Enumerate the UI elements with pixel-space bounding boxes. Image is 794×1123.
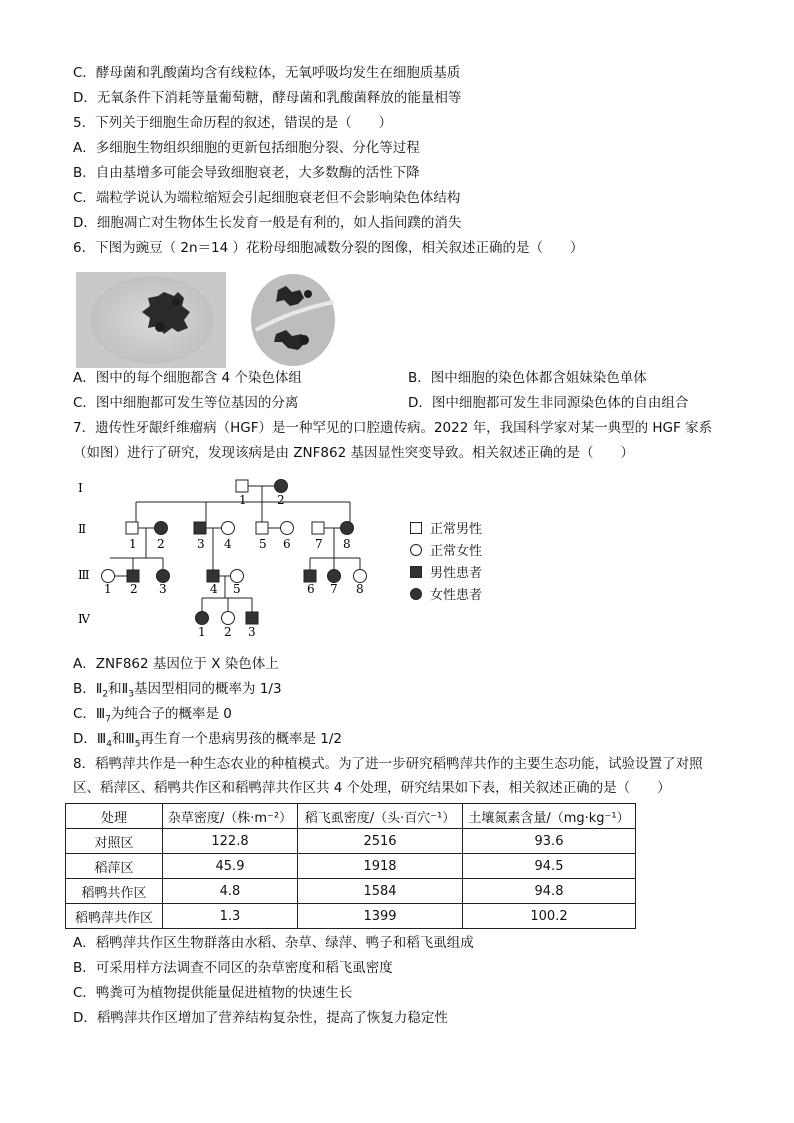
q5-option-a: A．多细胞生物组织细胞的更新包括细胞分裂、分化等过程	[73, 140, 420, 156]
q7-stem-line1: 7．遗传性牙龈纤维瘤病（HGF）是一种罕见的口腔遗传病。2022 年，我国科学家对某一典型的 HGF 家系	[73, 420, 713, 436]
pedigree-symbol	[196, 612, 209, 625]
q7-option-b: B．$Ⅱ_2$和$Ⅱ_3$基因型相同的概率为 1/3	[73, 681, 282, 700]
legend-affected-female: 女性患者	[410, 584, 482, 603]
table-cell: 1918	[298, 854, 463, 879]
q7-option-c: C．$Ⅲ_7$为纯合子的概率是 0	[73, 706, 232, 725]
pedigree-num: 6	[283, 537, 291, 551]
pedigree-num: 7	[330, 582, 338, 596]
results-table	[65, 803, 636, 929]
table-cell: 对照区	[66, 829, 163, 854]
pedigree-num: 2	[130, 582, 138, 596]
table-cell: 1399	[298, 904, 463, 929]
pedigree-num: 2	[277, 493, 285, 507]
pedigree-symbol	[341, 522, 354, 535]
table-cell: 122.8	[163, 829, 298, 854]
q7-stem-line2: （如图）进行了研究，发现该病是由 ZNF862 基因显性突变导致。相关叙述正确的是（ ）	[73, 445, 634, 461]
pedigree-symbol	[246, 612, 258, 624]
gen-label: Ⅱ	[78, 522, 87, 536]
filled-circle-icon	[410, 588, 422, 600]
q8-option-d: D．稻鸭萍共作区增加了营养结构复杂性，提高了恢复力稳定性	[73, 1010, 448, 1026]
pedigree-symbol	[155, 522, 168, 535]
q8-stem-line2: 区、稻萍区、稻鸭共作区和稻鸭萍共作区共 4 个处理，研究结果如下表，相关叙述正确的是（ ）	[73, 780, 671, 796]
table-cell: 93.6	[463, 829, 636, 854]
pedigree-symbol	[275, 480, 288, 493]
q8-stem-line1: 8．稻鸭萍共作是一种生态农业的种植模式。为了进一步研究稻鸭萍共作的主要生态功能，试验设置了对照	[73, 756, 703, 772]
pedigree-num: 4	[210, 582, 218, 596]
table-header: 土壤氮素含量/（mg·kg⁻¹）	[463, 804, 636, 829]
q5-option-c: C．端粒学说认为端粒缩短会引起细胞衰老但不会影响染色体结构	[73, 190, 461, 206]
legend-affected-male: 男性患者	[410, 562, 482, 581]
meiosis-cell-image-1	[76, 272, 226, 368]
pedigree-symbol	[194, 522, 206, 534]
q6-option-c: C．图中细胞都可发生等位基因的分离	[73, 395, 299, 411]
table-cell: 2516	[298, 829, 463, 854]
pedigree-num: 1	[239, 493, 247, 507]
table-header: 处理	[66, 804, 163, 829]
pedigree-num: 8	[343, 537, 351, 551]
pedigree-num: 2	[224, 625, 232, 639]
table-cell: 1584	[298, 879, 463, 904]
q8-option-a: A．稻鸭萍共作区生物群落由水稻、杂草、绿萍、鸭子和稻飞虱组成	[73, 935, 474, 951]
pedigree-symbol	[222, 612, 235, 625]
legend-normal-female: 正常女性	[410, 540, 482, 559]
q8-option-c: C．鸭粪可为植物提供能量促进植物的快速生长	[73, 985, 353, 1001]
filled-square-icon	[410, 566, 422, 578]
pedigree-symbol	[127, 570, 139, 582]
pedigree-symbol	[256, 522, 268, 534]
q7-option-a: A．ZNF862 基因位于 X 染色体上	[73, 656, 279, 672]
gen-label: Ⅳ	[78, 612, 90, 626]
pedigree-symbol	[312, 522, 324, 534]
gen-label: Ⅰ	[78, 481, 83, 495]
pedigree-num: 6	[307, 582, 315, 596]
pedigree-symbol	[281, 522, 294, 535]
table-cell: 94.8	[463, 879, 636, 904]
table-row	[66, 879, 636, 904]
meiosis-cell-image-2	[248, 270, 338, 370]
q5-option-d: D．细胞凋亡对生物体生长发育一般是有利的，如人指间蹼的消失	[73, 215, 462, 231]
q7-option-d: D．$Ⅲ_4$和$Ⅲ_5$再生育一个患病男孩的概率是 1/2	[73, 731, 343, 750]
q6-option-d: D．图中细胞都可发生非同源染色体的自由组合	[408, 395, 689, 411]
pedigree-symbol	[354, 570, 367, 583]
table-cell: 稻萍区	[66, 854, 163, 879]
pedigree-num: 2	[157, 537, 165, 551]
table-cell: 稻鸭萍共作区	[66, 904, 163, 929]
pedigree-num: 3	[248, 625, 256, 639]
square-icon	[410, 522, 422, 534]
q6-stem: 6．下图为豌豆（ 2n＝14 ）花粉母细胞减数分裂的图像，相关叙述正确的是（ ）	[73, 240, 584, 256]
pedigree-symbol	[126, 522, 138, 534]
pedigree-num: 5	[259, 537, 267, 551]
pedigree-symbol	[157, 570, 170, 583]
pedigree-num: 1	[198, 625, 206, 639]
pedigree-num: 1	[129, 537, 137, 551]
gen-label: Ⅲ	[78, 568, 90, 582]
pedigree-symbol	[102, 570, 115, 583]
pedigree-num: 3	[159, 582, 167, 596]
pedigree-symbol	[207, 570, 219, 582]
pedigree-num: 8	[356, 582, 364, 596]
pedigree-symbol	[231, 570, 244, 583]
table-header: 杂草密度/（株·m⁻²）	[163, 804, 298, 829]
table-cell: 4.8	[163, 879, 298, 904]
q5-stem: 5．下列关于细胞生命历程的叙述，错误的是（ ）	[73, 115, 393, 131]
q4-option-c: C．酵母菌和乳酸菌均含有线粒体，无氧呼吸均发生在细胞质基质	[73, 65, 461, 81]
pedigree-symbol	[328, 570, 341, 583]
table-row	[66, 854, 636, 879]
pedigree-num: 3	[197, 537, 205, 551]
table-header: 稻飞虱密度/（头·百穴⁻¹）	[298, 804, 463, 829]
pedigree-symbol	[236, 480, 248, 492]
pedigree-num: 4	[224, 537, 232, 551]
q8-option-b: B．可采用样方法调查不同区的杂草密度和稻飞虱密度	[73, 960, 393, 976]
table-cell: 1.3	[163, 904, 298, 929]
table-cell: 94.5	[463, 854, 636, 879]
table-cell: 45.9	[163, 854, 298, 879]
pedigree-num: 5	[233, 582, 241, 596]
table-cell: 100.2	[463, 904, 636, 929]
table-row	[66, 904, 636, 929]
legend-normal-male: 正常男性	[410, 518, 482, 537]
pedigree-num: 7	[315, 537, 323, 551]
table-row	[66, 829, 636, 854]
table-header-row	[66, 804, 636, 829]
table-cell: 稻鸭共作区	[66, 879, 163, 904]
pedigree-num: 1	[104, 582, 112, 596]
circle-icon	[410, 544, 422, 556]
q6-option-b: B．图中细胞的染色体都含姐妹染色单体	[408, 370, 647, 386]
q5-option-b: B．自由基增多可能会导致细胞衰老，大多数酶的活性下降	[73, 165, 420, 181]
pedigree-symbol	[304, 570, 316, 582]
pedigree-symbol	[222, 522, 235, 535]
q4-option-d: D．无氧条件下消耗等量葡萄糖，酵母菌和乳酸菌释放的能量相等	[73, 90, 462, 106]
q6-option-a: A．图中的每个细胞都含 4 个染色体组	[73, 370, 302, 386]
